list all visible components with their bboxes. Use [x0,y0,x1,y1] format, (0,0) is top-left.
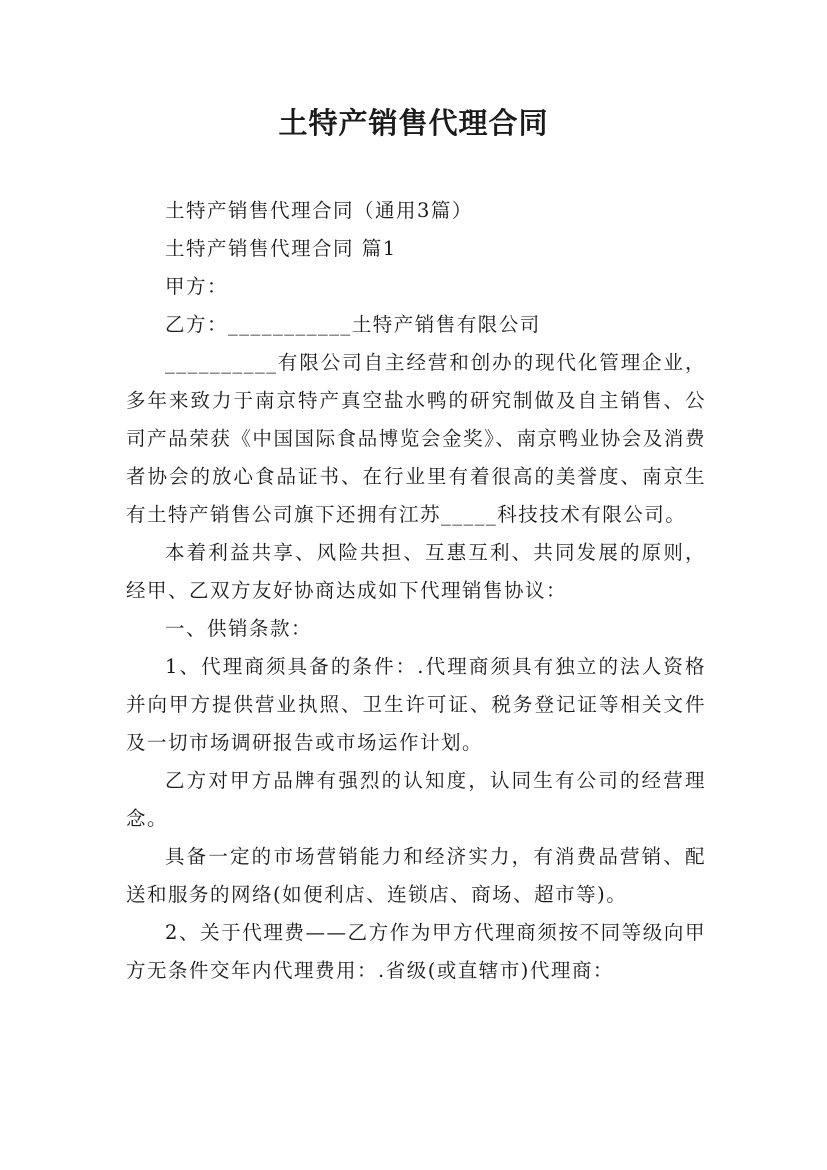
paragraph-party-b: 乙方：___________土特产销售有限公司 [165,313,541,336]
paragraph-principle: 本着利益共享、风险共担、互惠互利、共同发展的原则，经甲、乙双方友好协商达成如下代理销售协议： [126,541,706,602]
paragraph-clause-heading: 一、供销条款： [165,617,313,640]
paragraph-section-heading: 土特产销售代理合同 篇1 [165,237,397,260]
document-title: 土特产销售代理合同 [278,106,549,140]
paragraph-brand-recognition: 乙方对甲方品牌有强烈的认知度，认同生有公司的经营理念。 [126,769,706,830]
paragraph-subtitle: 土特产销售代理合同（通用3篇） [165,199,473,222]
document-body [126,192,706,990]
paragraph-marketing-ability: 具备一定的市场营销能力和经济实力，有消费品营销、配送和服务的网络(如便利店、连锁店、商场、超市等)。 [126,845,706,906]
paragraph-clause-1: 1、代理商须具备的条件：.代理商须具有独立的法人资格并向甲方提供营业执照、卫生许可证、税务登记证等相关文件及一切市场调研报告或市场运作计划。 [126,655,706,754]
paragraph-company-intro: __________有限公司自主经营和创办的现代化管理企业，多年来致力于南京特产真空盐水鸭的研究制做及自主销售、公司产品荣获《中国国际食品博览会金奖》、南京鸭业协会及消费者协会的放心食品证书、在行业里有着很高的美誉度、南京生有土特产销售公司旗下还拥有江苏_____科技技术有限公司。 [126,351,706,526]
paragraph-party-a: 甲方： [165,275,229,298]
paragraph-clause-2: 2、关于代理费——乙方作为甲方代理商须按不同等级向甲方无条件交年内代理费用：.省级(或直辖市)代理商： [126,921,706,982]
